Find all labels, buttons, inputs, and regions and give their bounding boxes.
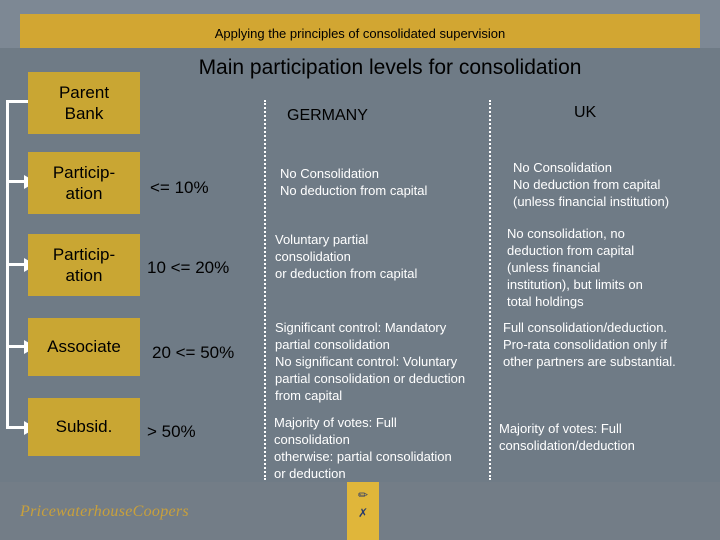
bracket-h-line-3 <box>6 345 26 348</box>
participation-box-1: Particip- ation <box>28 152 140 214</box>
germany-cell-2: Voluntary partial consolidation or deduction from capital <box>275 232 418 281</box>
divider-left <box>264 100 266 480</box>
parent-bank-box: Parent Bank <box>28 72 140 134</box>
bracket-h-line-4 <box>6 426 26 429</box>
uk-cell-3: Full consolidation/deduction. Pro-rata consolidation only if other partners are substantial. <box>503 320 676 369</box>
subsidiary-box: Subsid. <box>28 398 140 456</box>
bracket-top-line <box>6 100 30 103</box>
bracket-h-line-1 <box>6 180 26 183</box>
slide-banner: Applying the principles of consolidated supervision <box>20 14 700 48</box>
range-label-2: 10 <= 20% <box>147 258 230 277</box>
germany-cell-1: No Consolidation No deduction from capital <box>280 166 428 198</box>
germany-cell-4: Majority of votes: Full consolidation otherwise: partial consolidation or deduction <box>274 415 452 481</box>
pen-icon[interactable]: ✏ <box>357 488 369 502</box>
uk-cell-1: No Consolidation No deduction from capital (unless financial institution) <box>513 160 670 209</box>
germany-cell-3: Significant control: Mandatory partial consolidation No significant control: Voluntary partial consolidation or deduction from capital <box>275 320 466 403</box>
slide-control[interactable] <box>347 482 379 540</box>
uk-cell-4: Majority of votes: Full consolidation/deduction <box>499 421 635 453</box>
column-header-uk: UK <box>574 104 597 121</box>
participation-box-2: Particip- ation <box>28 234 140 296</box>
column-header-germany: GERMANY <box>287 107 368 124</box>
uk-cell-2: No consolidation, no deduction from capital (unless financial institution), but limits on total holdings <box>507 226 643 309</box>
associate-box: Associate <box>28 318 140 376</box>
range-label-1: <= 10% <box>150 178 209 197</box>
page-title: Main participation levels for consolidation <box>198 56 582 79</box>
divider-right <box>489 100 491 480</box>
company-logo: PricewaterhouseCoopers <box>20 503 189 520</box>
close-icon[interactable]: ✗ <box>357 506 369 520</box>
bracket-h-line-2 <box>6 263 26 266</box>
range-label-3: 20 <= 50% <box>152 343 235 362</box>
range-label-4: > 50% <box>147 422 196 441</box>
